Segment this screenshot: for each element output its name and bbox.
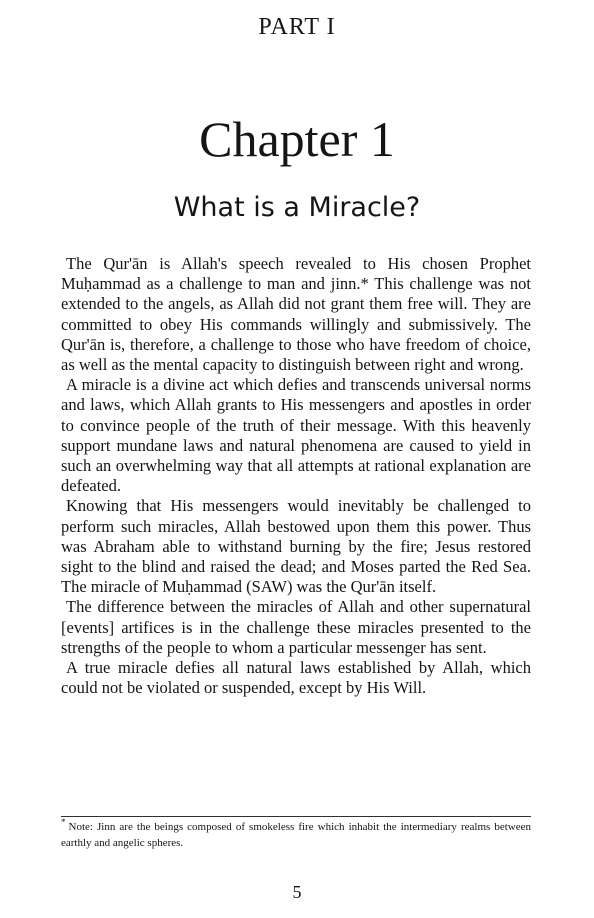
chapter-title: Chapter 1	[199, 111, 395, 167]
chapter-subtitle: What is a Miracle?	[173, 192, 421, 223]
chapter-body	[61, 254, 531, 698]
footnote	[61, 819, 531, 851]
paragraph-3: Knowing that His messengers would inevitably be challenged to perform such miracles, Allah bestowed upon them this power. Thus was Abraham able to withstand burning by the fire; Jesus restored sight to the blind and raised the dead; and Moses parted the Red Sea. The miracle of Muḥammad (SAW) was the Qur'ān itself.	[61, 496, 531, 597]
paragraph-5: A true miracle defies all natural laws established by Allah, which could not be violated or suspended, except by His Will.	[61, 658, 531, 698]
paragraph-2: A miracle is a divine act which defies and transcends universal norms and laws, which Allah grants to His messengers and apostles in order to convince people of the truth of their message. With this heavenly support mundane laws and natural phenomena are caused to yield in such an overwhelming way that all attempts at rational explanation are defeated.	[61, 375, 531, 496]
page-number: 5	[292, 882, 302, 902]
footnote-mark: *	[61, 817, 66, 828]
paragraph-1: The Qur'ān is Allah's speech revealed to His chosen Prophet Muḥammad as a challenge to man and jinn.* This challenge was not extended to the angels, as Allah did not grant them free will. They are committed to obey His commands willingly and submissively. The Qur'ān is, therefore, a challenge to those who have freedom of choice, as well as the mental capacity to distinguish between right and wrong.	[61, 254, 531, 375]
part-title: PART I	[258, 14, 336, 40]
paragraph-4: The difference between the miracles of Allah and other supernatural [events] artifices is in the challenge these miracles presented to the strengths of the people to whom a particular messenger has sent.	[61, 597, 531, 657]
footnote-rule	[61, 816, 531, 817]
footnote-text: Note: Jinn are the beings composed of smokeless fire which inhabit the intermediary realms between earthly and angelic spheres.	[61, 821, 531, 849]
